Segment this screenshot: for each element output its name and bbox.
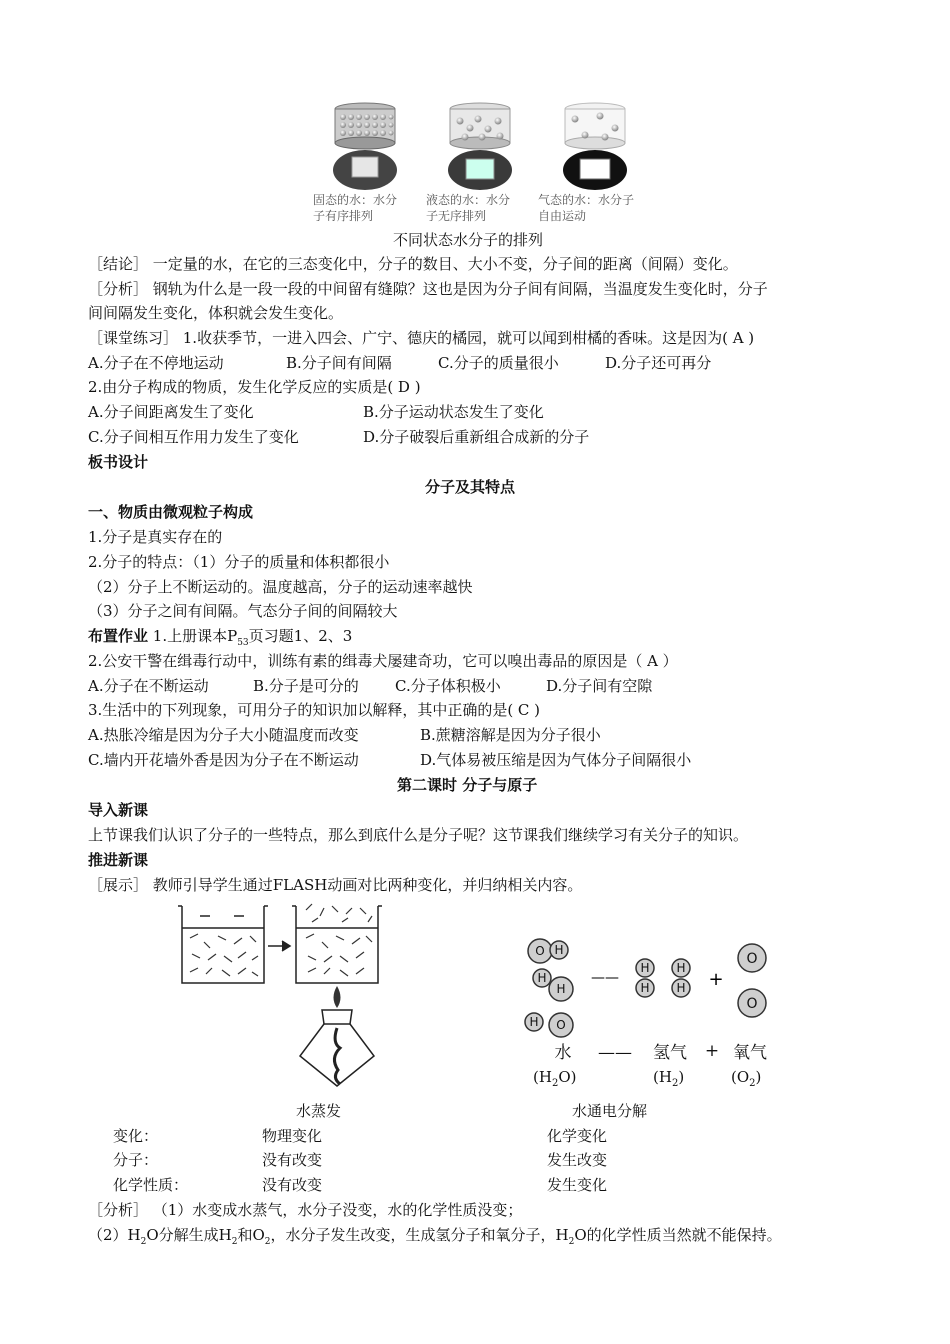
evaporation-diagram [172, 898, 392, 1093]
row-label: 变化： [113, 1127, 159, 1145]
row-left-value: 没有改变 [262, 1176, 323, 1194]
eq-oxygen: 氧气 [733, 1043, 767, 1063]
option-c: C.分子的质量很小 [438, 354, 559, 372]
plus-sign: + [708, 969, 724, 990]
board-item-4: （3）分子之间有间隔。气态分子间的间隔较大 [88, 602, 398, 620]
row-right-value: 发生改变 [547, 1151, 608, 1169]
row-left-value: 没有改变 [262, 1151, 323, 1169]
option-a: A.分子在不断运动 [88, 677, 209, 695]
electrolysis-caption: 水通电分解 [572, 1102, 648, 1120]
solid-water-molecules [333, 103, 397, 190]
board-item-3: （2）分子上不断运动的。温度越高，分子的运动速率越快 [88, 578, 473, 596]
formula-water: $(H_2O)$ [533, 1068, 577, 1088]
final-analysis-2: $(2)H_2O$分解生成$H_2$和$O_2$，水分子发生改变，生成氢分子和氧分子，$H_2O$的化学性质当然就不能保持。 [88, 1226, 782, 1247]
row-label: 分子： [113, 1151, 159, 1169]
atom-label: O [746, 996, 758, 1012]
board-item-1: 1.分子是真实存在的 [88, 528, 223, 546]
practice-question-1: ［课堂练习］ 1.收获季节，一进入四会、广宁、德庆的橘园，就可以闻到柑橘的香味。这是因为( A ) [88, 329, 755, 347]
atom-label: O [535, 944, 545, 958]
water-states-figure [310, 95, 650, 225]
atom-label: H [640, 981, 650, 995]
caption-gas: 气态的水：水分子 自由运动 [538, 193, 635, 223]
eq-hydrogen: 氢气 [653, 1043, 687, 1063]
row-right-value: 化学变化 [547, 1127, 608, 1145]
intro-heading: 导入新课 [88, 801, 149, 819]
arrow-dash: —— [591, 970, 619, 986]
show-text: ［展示］ 教师引导学生通过FLASH动画对比两种变化，并归纳相关内容。 [88, 876, 583, 894]
conclusion-line: ［结论］ 一定量的水，在它的三态变化中，分子的数目、大小不变，分子间的距离（间隔）变化。 [88, 255, 738, 273]
homework-question-2: 2.公安干警在缉毒行动中，训练有素的缉毒犬屡建奇功，它可以嗅出毒品的原因是（ A ） [88, 652, 678, 670]
eq-plus: + [704, 1041, 720, 1061]
option-b: B.分子是可分的 [253, 677, 359, 695]
atom-label: O [556, 1018, 566, 1032]
row-label: 化学性质： [113, 1176, 189, 1194]
intro-text: 上节课我们认识了分子的一些特点，那么到底什么是分子呢？这节课我们继续学习有关分子的知识。 [88, 826, 749, 844]
homework-question-3: 3.生活中的下列现象，可用分子的知识加以解释，其中正确的是( C ) [88, 701, 541, 719]
atom-label: H [529, 1015, 539, 1029]
option-d: D.分子破裂后重新组合成新的分子 [363, 428, 590, 446]
lesson-2-title: 第二课时 分子与原子 [397, 776, 538, 794]
atom-label: H [554, 943, 564, 957]
new-lesson-heading: 推进新课 [88, 851, 149, 869]
final-analysis-1: ［分析］ （1）水变成水蒸气，水分子没变，水的化学性质没变； [88, 1201, 523, 1219]
eq-dash: —— [598, 1043, 632, 1063]
evaporation-caption: 水蒸发 [296, 1102, 342, 1120]
liquid-water-molecules [448, 103, 512, 190]
atom-label: H [537, 971, 547, 985]
eq-water: 水 [554, 1043, 572, 1063]
option-c: C.墙内开花墙外香是因为分子在不断运动 [88, 751, 359, 769]
analysis-line-1: ［分析］ 钢轨为什么是一段一段的中间留有缝隙？这也是因为分子间有间隔，当温度发生变化时，分子 [88, 280, 768, 298]
atom-label: H [676, 961, 686, 975]
option-b: B.分子运动状态发生了变化 [363, 403, 544, 421]
row-left-value: 物理变化 [262, 1127, 323, 1145]
board-design-title: 分子及其特点 [425, 478, 516, 496]
practice-question-2: 2.由分子构成的物质，发生化学反应的实质是( D ) [88, 378, 421, 396]
figure-title: 不同状态水分子的排列 [393, 231, 544, 249]
option-a: A.分子间距离发生了变化 [88, 403, 254, 421]
option-b: B.分子间有间隔 [286, 354, 392, 372]
board-section-heading: 一、物质由微观粒子构成 [88, 503, 254, 521]
option-d: D.分子间有空隙 [546, 677, 653, 695]
board-design-heading: 板书设计 [88, 453, 149, 471]
row-right-value: 发生变化 [547, 1176, 608, 1194]
formula-oxygen: $(O_2)$ [731, 1068, 762, 1088]
gas-water-molecules [563, 103, 627, 190]
option-a: A.热胀冷缩是因为分子大小随温度而改变 [88, 726, 359, 744]
homework-label: 布置作业 [88, 627, 149, 645]
caption-liquid: 液态的水：水分 子无序排列 [426, 193, 511, 223]
option-c: C.分子间相互作用力发生了变化 [88, 428, 299, 446]
electrolysis-diagram [515, 928, 785, 1088]
analysis-line-2: 间间隔发生变化，体积就会发生变化。 [88, 304, 344, 322]
formula-hydrogen: $(H_2)$ [653, 1068, 685, 1088]
option-d: D.分子还可再分 [605, 354, 712, 372]
option-d: D.气体易被压缩是因为气体分子间隔很小 [420, 751, 692, 769]
atom-label: H [556, 982, 566, 996]
option-c: C.分子体积极小 [395, 677, 501, 695]
homework-line-1: 布置作业 1.上册课本$P_{53}$页习题1、2、3 [88, 627, 353, 648]
board-item-2: 2.分子的特点：（1）分子的质量和体积都很小 [88, 553, 390, 571]
atom-label: O [746, 951, 758, 967]
atom-label: H [676, 981, 686, 995]
option-b: B.蔗糖溶解是因为分子很小 [420, 726, 601, 744]
caption-solid: 固态的水：水分 子有序排列 [313, 193, 398, 223]
atom-label: H [640, 961, 650, 975]
option-a: A.分子在不停地运动 [88, 354, 224, 372]
